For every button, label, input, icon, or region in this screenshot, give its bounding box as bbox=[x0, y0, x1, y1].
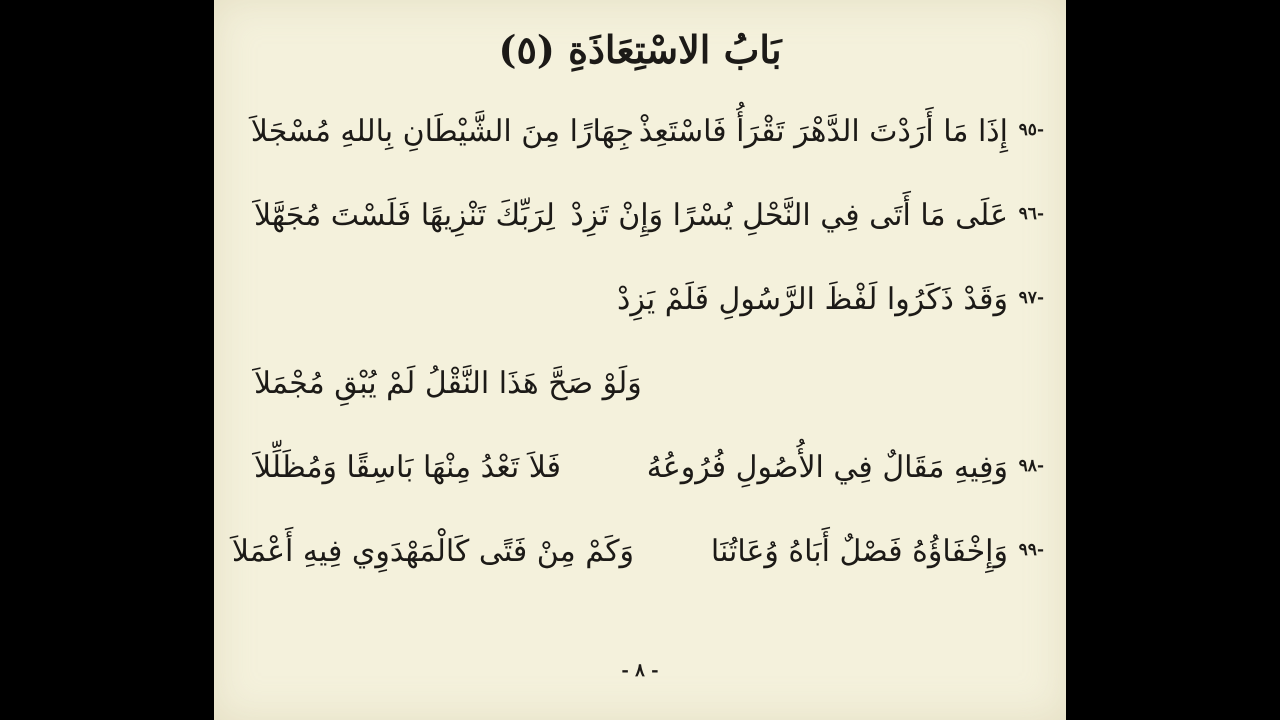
verse-second-hemistich: وَلَوْ صَحَّ هَذَا النَّقْلُ لَمْ يُبْقِ مُجْمَلاَ bbox=[254, 366, 642, 401]
verse-first-hemistich: إِذَا مَا أَرَدْتَ الدَّهْرَ تَقْرَأُ فَاسْتَعِذْ bbox=[638, 114, 1008, 149]
verse-number: -٩٩ bbox=[1018, 540, 1044, 560]
book-page bbox=[214, 0, 1066, 720]
verse-number: -٩٧ bbox=[1018, 288, 1044, 308]
verse-number: -٩٨ bbox=[1018, 456, 1044, 476]
verse-first-hemistich: وَإِخْفَاؤُهُ فَصْلٌ أَبَاهُ وُعَاتُنَا bbox=[710, 534, 1008, 569]
verse-97-continuation bbox=[254, 358, 1044, 414]
verse-first-hemistich: وَقَدْ ذَكَرُوا لَفْظَ الرَّسُولِ فَلَمْ يَزِدْ bbox=[616, 282, 1008, 317]
verse-second-hemistich: فَلاَ تَعْدُ مِنْهَا بَاسِقًا وَمُظَلِّلاَ bbox=[254, 450, 561, 485]
verse-98 bbox=[254, 442, 1044, 498]
page-number: - ٨ - bbox=[621, 660, 659, 681]
verse-number: -٩٥ bbox=[1018, 120, 1044, 140]
verse-first-hemistich: وَفِيهِ مَقَالٌ فِي الأُصُولِ فُرُوعُهُ bbox=[646, 450, 1008, 485]
verse-second-hemistich: جِهَارًا مِنَ الشَّيْطَانِ بِاللهِ مُسْجَلاَ bbox=[250, 114, 634, 149]
verse-97 bbox=[254, 274, 1044, 330]
verse-number: -٩٦ bbox=[1018, 204, 1044, 224]
verse-95 bbox=[250, 106, 1044, 162]
verse-96 bbox=[254, 190, 1044, 246]
verse-second-hemistich: لِرَبِّكَ تَنْزِيهًا فَلَسْتَ مُجَهَّلاَ bbox=[254, 198, 555, 233]
verse-99 bbox=[231, 526, 1044, 582]
chapter-title: بَابُ الاسْتِعَاذَةِ (٥) bbox=[498, 27, 782, 72]
verse-first-hemistich: عَلَى مَا أَتَى فِي النَّحْلِ يُسْرًا وَإِنْ تَزِدْ bbox=[570, 198, 1008, 233]
verse-second-hemistich: وَكَمْ مِنْ فَتًى كَالْمَهْدَوِي فِيهِ أَعْمَلاَ bbox=[231, 534, 634, 569]
